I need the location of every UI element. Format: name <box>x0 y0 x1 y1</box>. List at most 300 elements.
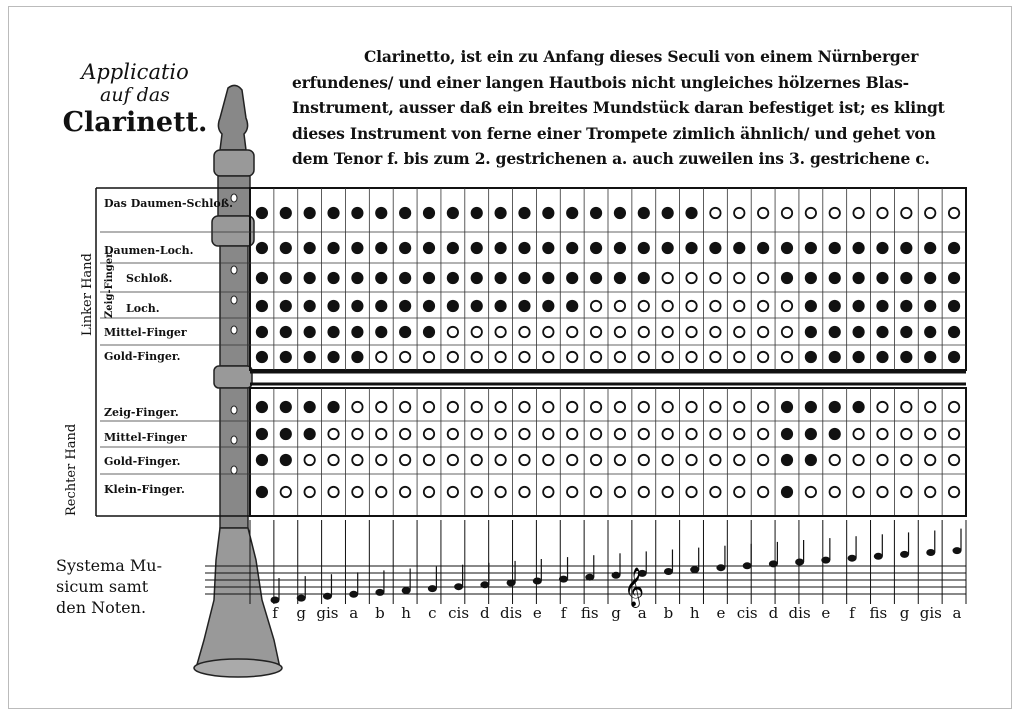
finger-hole <box>949 243 959 253</box>
finger-hole <box>782 429 792 439</box>
finger-hole <box>448 352 458 362</box>
finger-hole <box>400 243 410 253</box>
finger-hole <box>352 301 362 311</box>
finger-hole <box>400 429 410 439</box>
finger-hole <box>328 327 338 337</box>
finger-hole <box>304 273 314 283</box>
finger-hole <box>424 208 434 218</box>
finger-hole <box>352 273 362 283</box>
note-name: dis <box>788 604 811 622</box>
finger-hole <box>901 273 911 283</box>
note-name: a <box>637 604 647 622</box>
row-label: Gold-Finger. <box>104 455 181 468</box>
finger-hole <box>830 455 840 465</box>
note-name: g <box>611 604 621 622</box>
finger-hole <box>639 455 649 465</box>
finger-hole <box>925 352 935 362</box>
finger-hole <box>519 352 529 362</box>
finger-hole <box>758 455 768 465</box>
finger-hole <box>328 273 338 283</box>
note-name: a <box>349 604 359 622</box>
finger-hole <box>662 487 672 497</box>
note-head <box>795 559 804 566</box>
finger-hole <box>352 455 362 465</box>
finger-hole <box>877 327 887 337</box>
finger-hole <box>806 208 816 218</box>
note-head <box>848 555 857 562</box>
finger-hole <box>567 352 577 362</box>
finger-hole <box>257 352 267 362</box>
finger-hole <box>615 455 625 465</box>
finger-hole <box>472 273 482 283</box>
note-name: a <box>952 604 962 622</box>
finger-hole <box>304 243 314 253</box>
finger-hole <box>495 273 505 283</box>
finger-hole <box>328 429 338 439</box>
finger-hole <box>710 429 720 439</box>
finger-hole <box>328 301 338 311</box>
finger-hole <box>400 327 410 337</box>
finger-hole <box>782 402 792 412</box>
zeig-finger-label: Zeig-Finger. <box>104 250 115 318</box>
finger-hole <box>352 487 362 497</box>
finger-hole <box>639 402 649 412</box>
finger-hole <box>495 243 505 253</box>
finger-hole <box>400 352 410 362</box>
finger-hole <box>591 455 601 465</box>
finger-hole <box>949 273 959 283</box>
note-head <box>402 587 411 594</box>
finger-hole <box>567 243 577 253</box>
finger-hole <box>448 455 458 465</box>
finger-hole <box>376 208 386 218</box>
finger-hole <box>877 273 887 283</box>
finger-hole <box>543 402 553 412</box>
finger-hole <box>615 352 625 362</box>
finger-hole <box>710 243 720 253</box>
title-line-3: Clarinett. <box>62 107 208 138</box>
finger-hole <box>281 243 291 253</box>
finger-hole <box>853 429 863 439</box>
finger-hole <box>949 487 959 497</box>
finger-hole <box>448 301 458 311</box>
finger-hole <box>758 301 768 311</box>
finger-hole <box>662 327 672 337</box>
finger-hole <box>448 402 458 412</box>
finger-hole <box>806 273 816 283</box>
finger-hole <box>901 487 911 497</box>
finger-hole <box>734 487 744 497</box>
finger-hole <box>949 208 959 218</box>
finger-hole <box>734 327 744 337</box>
finger-hole <box>639 352 649 362</box>
note-name: d <box>480 604 490 622</box>
note-name: cis <box>448 604 470 622</box>
finger-hole <box>376 429 386 439</box>
left-hand-label: Linker Hand <box>80 253 95 336</box>
finger-hole <box>495 208 505 218</box>
finger-hole <box>424 352 434 362</box>
finger-hole <box>806 243 816 253</box>
finger-hole <box>662 402 672 412</box>
finger-hole <box>782 301 792 311</box>
finger-hole <box>376 352 386 362</box>
finger-hole <box>925 429 935 439</box>
finger-hole <box>853 352 863 362</box>
finger-hole <box>806 352 816 362</box>
note-head <box>507 579 516 586</box>
finger-hole <box>734 429 744 439</box>
finger-hole <box>830 208 840 218</box>
finger-hole <box>567 455 577 465</box>
finger-hole <box>519 487 529 497</box>
note-head <box>690 566 699 573</box>
finger-hole <box>376 273 386 283</box>
finger-hole <box>567 301 577 311</box>
finger-hole <box>424 402 434 412</box>
description-line: Clarinetto, ist ein zu Anfang dieses Seculi von einem Nürnberger <box>364 47 919 66</box>
note-head <box>454 583 463 590</box>
systema-line: sicum samt <box>56 577 149 596</box>
finger-hole <box>448 429 458 439</box>
note-name: f <box>849 604 855 622</box>
finger-hole <box>686 402 696 412</box>
finger-hole <box>615 301 625 311</box>
finger-hole <box>567 402 577 412</box>
note-name: e <box>532 604 542 622</box>
finger-hole <box>281 487 291 497</box>
finger-hole <box>877 402 887 412</box>
finger-hole <box>639 208 649 218</box>
finger-hole <box>662 455 672 465</box>
finger-hole <box>352 243 362 253</box>
finger-hole <box>901 208 911 218</box>
note-head <box>297 595 306 602</box>
note-head <box>349 591 358 598</box>
finger-hole <box>400 487 410 497</box>
finger-hole <box>686 487 696 497</box>
finger-hole <box>662 243 672 253</box>
finger-hole <box>925 327 935 337</box>
note-name: cis <box>736 604 758 622</box>
finger-hole <box>328 352 338 362</box>
finger-hole <box>877 352 887 362</box>
finger-hole <box>639 243 649 253</box>
systema-line: den Noten. <box>56 598 147 617</box>
finger-hole <box>662 273 672 283</box>
finger-hole <box>519 402 529 412</box>
finger-hole <box>257 487 267 497</box>
finger-hole <box>853 402 863 412</box>
row-label: Mittel-Finger <box>104 326 187 339</box>
finger-hole <box>639 301 649 311</box>
note-name: fis <box>869 604 888 622</box>
finger-hole <box>806 301 816 311</box>
finger-hole <box>782 273 792 283</box>
finger-hole <box>710 352 720 362</box>
finger-hole <box>949 455 959 465</box>
note-name: f <box>272 604 278 622</box>
finger-hole <box>281 208 291 218</box>
finger-hole <box>567 327 577 337</box>
finger-hole <box>472 429 482 439</box>
finger-hole <box>567 487 577 497</box>
note-head <box>585 574 594 581</box>
finger-hole <box>925 273 935 283</box>
finger-hole <box>448 327 458 337</box>
finger-hole <box>949 402 959 412</box>
note-name: h <box>689 604 700 622</box>
finger-hole <box>758 327 768 337</box>
finger-hole <box>495 327 505 337</box>
note-name: gis <box>316 604 339 622</box>
finger-hole <box>328 487 338 497</box>
finger-hole <box>734 402 744 412</box>
note-name: c <box>428 604 437 622</box>
finger-hole <box>591 301 601 311</box>
note-head <box>769 560 778 567</box>
finger-hole <box>686 208 696 218</box>
finger-hole <box>710 301 720 311</box>
finger-hole <box>519 429 529 439</box>
finger-hole <box>352 402 362 412</box>
finger-hole <box>758 273 768 283</box>
note-head <box>821 557 830 564</box>
finger-hole <box>686 455 696 465</box>
title-line-1: Applicatio <box>81 60 189 84</box>
finger-hole <box>352 208 362 218</box>
finger-hole <box>495 455 505 465</box>
finger-hole <box>376 455 386 465</box>
finger-hole <box>257 455 267 465</box>
note-head <box>533 578 542 585</box>
finger-hole <box>949 352 959 362</box>
finger-hole <box>352 352 362 362</box>
finger-hole <box>949 429 959 439</box>
finger-hole <box>758 402 768 412</box>
finger-hole <box>877 455 887 465</box>
finger-hole <box>686 243 696 253</box>
finger-hole <box>472 352 482 362</box>
row-label: Zeig-Finger. <box>104 406 179 419</box>
note-name: g <box>296 604 307 622</box>
finger-hole <box>257 301 267 311</box>
row-label: Mittel-Finger <box>104 431 187 444</box>
finger-hole <box>615 487 625 497</box>
row-label: Daumen-Loch. <box>104 244 194 257</box>
description-line: dem Tenor f. bis zum 2. gestrichenen a. auch zuweilen ins 3. gestrichene c. <box>292 149 930 168</box>
note-head <box>664 568 673 575</box>
finger-hole <box>257 273 267 283</box>
finger-hole <box>949 327 959 337</box>
finger-hole <box>758 352 768 362</box>
finger-hole <box>662 352 672 362</box>
finger-hole <box>710 487 720 497</box>
finger-hole <box>424 429 434 439</box>
finger-hole <box>853 487 863 497</box>
finger-hole <box>758 429 768 439</box>
finger-hole <box>758 487 768 497</box>
finger-hole <box>424 301 434 311</box>
note-name: gis <box>919 604 942 622</box>
finger-hole <box>424 243 434 253</box>
finger-hole <box>519 273 529 283</box>
finger-hole <box>734 273 744 283</box>
finger-hole <box>448 487 458 497</box>
finger-hole <box>686 327 696 337</box>
finger-hole <box>853 455 863 465</box>
finger-hole <box>782 455 792 465</box>
finger-hole <box>615 273 625 283</box>
finger-hole <box>304 402 314 412</box>
note-name: f <box>560 604 567 622</box>
finger-hole <box>591 487 601 497</box>
finger-hole <box>472 301 482 311</box>
finger-hole <box>662 208 672 218</box>
finger-hole <box>782 243 792 253</box>
note-name: fis <box>580 604 599 622</box>
finger-hole <box>424 327 434 337</box>
finger-hole <box>901 301 911 311</box>
finger-hole <box>830 402 840 412</box>
note-head <box>559 576 568 583</box>
finger-hole <box>662 301 672 311</box>
finger-hole <box>257 429 267 439</box>
finger-hole <box>400 402 410 412</box>
finger-hole <box>734 301 744 311</box>
finger-hole <box>304 208 314 218</box>
note-head <box>480 581 489 588</box>
finger-hole <box>472 208 482 218</box>
finger-hole <box>853 273 863 283</box>
finger-hole <box>877 243 887 253</box>
finger-hole <box>615 208 625 218</box>
finger-hole <box>281 301 291 311</box>
finger-hole <box>448 243 458 253</box>
finger-hole <box>591 273 601 283</box>
finger-hole <box>281 327 291 337</box>
finger-hole <box>830 352 840 362</box>
finger-hole <box>543 327 553 337</box>
finger-hole <box>257 243 267 253</box>
finger-hole <box>782 208 792 218</box>
right-hand-label: Rechter Hand <box>64 423 79 516</box>
finger-hole <box>830 429 840 439</box>
finger-hole <box>472 487 482 497</box>
finger-hole <box>639 327 649 337</box>
row-label: Klein-Finger. <box>104 483 185 496</box>
systema-label <box>56 555 186 618</box>
note-name: d <box>768 604 779 622</box>
note-name: e <box>716 604 726 622</box>
finger-hole <box>830 301 840 311</box>
finger-hole <box>304 429 314 439</box>
finger-hole <box>949 301 959 311</box>
finger-hole <box>758 243 768 253</box>
finger-hole <box>925 208 935 218</box>
finger-hole <box>686 273 696 283</box>
finger-hole <box>281 455 291 465</box>
finger-hole <box>448 273 458 283</box>
finger-hole <box>257 327 267 337</box>
finger-hole <box>830 243 840 253</box>
finger-hole <box>782 487 792 497</box>
finger-hole <box>424 455 434 465</box>
finger-hole <box>591 402 601 412</box>
note-name: dis <box>500 604 523 622</box>
description-line: Instrument, ausser daß ein breites Mundstück daran befestiget ist; es klingt <box>292 98 945 117</box>
note-head <box>743 562 752 569</box>
finger-hole <box>830 327 840 337</box>
note-head <box>428 585 437 592</box>
finger-hole <box>710 402 720 412</box>
finger-hole <box>591 208 601 218</box>
finger-hole <box>615 243 625 253</box>
finger-hole <box>304 301 314 311</box>
finger-hole <box>543 487 553 497</box>
finger-hole <box>328 402 338 412</box>
finger-hole <box>519 243 529 253</box>
finger-hole <box>304 487 314 497</box>
finger-hole <box>710 327 720 337</box>
finger-hole <box>686 301 696 311</box>
finger-hole <box>376 487 386 497</box>
description-line: dieses Instrument von ferne einer Trompete zimlich ähnlich/ und gehet von <box>292 123 936 143</box>
finger-hole <box>877 301 887 311</box>
finger-hole <box>495 352 505 362</box>
finger-hole <box>591 327 601 337</box>
finger-hole <box>495 487 505 497</box>
finger-hole <box>734 208 744 218</box>
note-head <box>926 549 935 556</box>
note-head <box>953 547 962 554</box>
row-label: Gold-Finger. <box>104 350 181 363</box>
finger-hole <box>376 243 386 253</box>
finger-hole <box>328 243 338 253</box>
finger-hole <box>400 208 410 218</box>
finger-hole <box>519 327 529 337</box>
finger-hole <box>877 208 887 218</box>
note-name: b <box>375 604 385 622</box>
finger-hole <box>472 243 482 253</box>
note-name: e <box>821 604 831 622</box>
finger-hole <box>543 243 553 253</box>
finger-hole <box>925 455 935 465</box>
finger-hole <box>257 208 267 218</box>
finger-hole <box>901 243 911 253</box>
finger-hole <box>352 429 362 439</box>
finger-hole <box>400 301 410 311</box>
finger-hole <box>328 208 338 218</box>
finger-hole <box>591 429 601 439</box>
finger-hole <box>734 455 744 465</box>
finger-hole <box>567 208 577 218</box>
note-head <box>612 572 621 579</box>
finger-hole <box>281 402 291 412</box>
finger-hole <box>615 327 625 337</box>
finger-hole <box>734 352 744 362</box>
finger-hole <box>519 208 529 218</box>
finger-hole <box>830 273 840 283</box>
finger-hole <box>853 243 863 253</box>
finger-hole <box>782 352 792 362</box>
finger-hole <box>472 455 482 465</box>
finger-hole <box>543 208 553 218</box>
finger-hole <box>424 273 434 283</box>
finger-hole <box>734 243 744 253</box>
finger-hole <box>448 208 458 218</box>
note-head <box>271 597 280 604</box>
